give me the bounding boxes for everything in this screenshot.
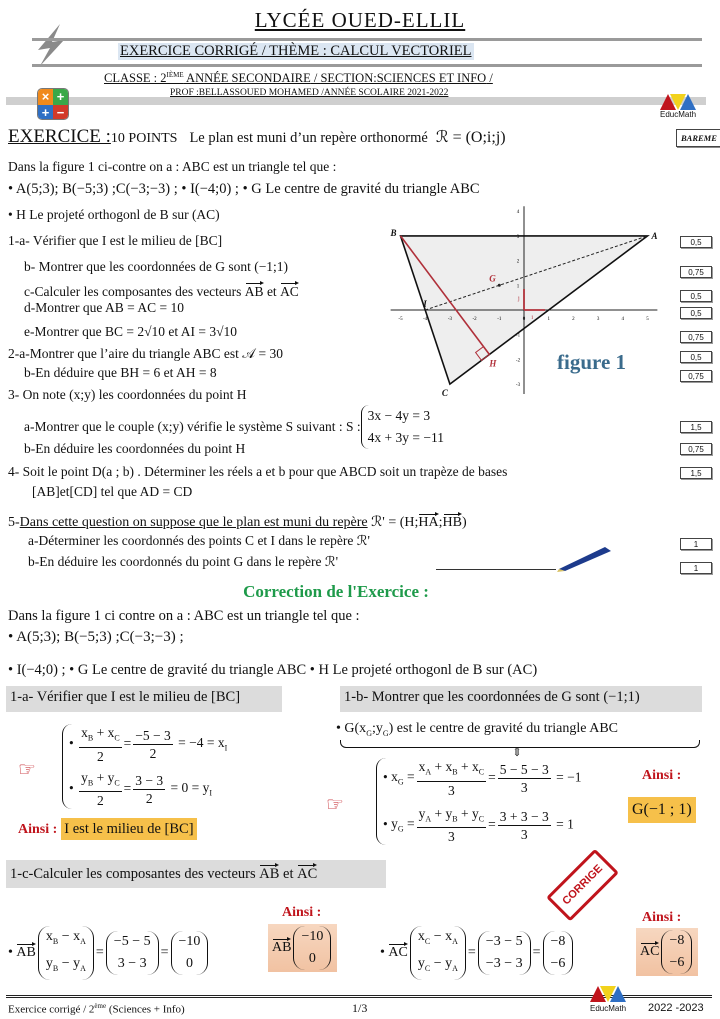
q-2a: 2-a-Montrer que l’aire du triangle ABC est 𝒜 = 30 [8, 346, 283, 361]
ac-final-values [661, 930, 692, 974]
math-ops-logo-icon: × + + − [37, 88, 69, 120]
lhs: $x_G$ = [391, 769, 415, 788]
vector-ab: AB [272, 937, 291, 956]
q-4-cont: [AB]et[CD] tel que AD = CD [32, 484, 193, 499]
educmath-logo-icon [590, 986, 630, 1002]
vector-ab: AB [259, 863, 279, 883]
num: $x_B + x_C$ [79, 724, 122, 748]
cx: $x_C - x_A$ [417, 929, 458, 946]
subtitle: EXERCICE CORRIGÉ / THÈME : CALCUL VECTORIEL [120, 43, 472, 59]
ab-values [106, 931, 159, 975]
q1c-text: 1-c-Calculer les composantes des vecteurs [10, 866, 256, 882]
frame2-end: ) [461, 515, 467, 530]
x-tick-label: 2 [572, 317, 575, 322]
et: et [263, 284, 281, 299]
y-tick-label: -1 [515, 333, 521, 339]
vector-ab: AB [16, 942, 35, 961]
bareme-box: 1,5 [680, 421, 712, 433]
x-tick-label: 0 [522, 317, 526, 322]
school-title: LYCÉE OUED-ELLIL [254, 8, 466, 32]
corr-intro: Dans la figure 1 ci contre on a : ABC est un triangle tel que : [8, 608, 360, 624]
den: 2 [149, 745, 157, 761]
educmath-brand: EducMath [660, 110, 697, 119]
ab-calc: • AB $x_B - x_A$ $y_B - y_A$ = −5 − 5 3 − 3 = −10 0 [8, 926, 210, 980]
num: 3 − 3 [135, 772, 164, 788]
calc-yg: • $y_G$ = $\frac{y_A + y_B + y_C}{3}$ = $\frac{3 + 3 - 3}{3}$ = 1 [383, 805, 574, 845]
divider [32, 64, 702, 67]
gray-band [6, 97, 706, 105]
y-tick-label: -2 [515, 358, 521, 364]
den: 3 [520, 779, 528, 795]
figure-1 [380, 200, 680, 400]
point-g [498, 284, 501, 287]
num: −5 − 3 [135, 727, 171, 743]
num: $y_A + y_B + y_C$ [417, 805, 486, 829]
q-1e: e-Montrer que BC = 2√10 et AI = 3√10 [24, 324, 238, 339]
bareme-header: BAREME [676, 129, 720, 147]
vector-ac: AC [640, 941, 659, 960]
answer-line [436, 569, 556, 570]
bareme-box: 0,75 [680, 331, 712, 343]
corrige-stamp: CORRIGE [546, 848, 619, 921]
ab-final [268, 924, 337, 972]
g-def: • $G(x_G;y_G)$ est le centre de gravité du triangle ABC [336, 721, 619, 738]
footer-brand: EducMath [590, 1004, 627, 1013]
exercise-header [8, 126, 506, 148]
q-1c-text: c-Calculer les composantes des vecteurs [24, 284, 242, 299]
q1b-title: 1-b- Montrer que les coordonnées de G sont (−1;1) [344, 689, 640, 705]
ainsi-label: Ainsi : [18, 822, 58, 837]
bareme-box: 0,75 [680, 443, 712, 455]
concl-1a [18, 820, 197, 838]
num: 3 + 3 − 3 [499, 808, 549, 824]
eq: = [123, 780, 132, 796]
vy: −3 − 3 [485, 955, 523, 971]
bareme-box: 0,75 [680, 370, 712, 382]
ry: 0 [185, 955, 193, 971]
ac-components [410, 926, 466, 980]
bareme-box: 1,5 [680, 467, 712, 479]
frame2: ℛ' = (H; [371, 515, 419, 530]
x-tick-label: -3 [447, 317, 452, 322]
cx: $x_B - x_A$ [45, 929, 86, 946]
pointing-hand-icon: ☞ [18, 759, 36, 781]
conclusion: I est le milieu de [BC] [61, 818, 196, 840]
educmath-logo-icon [660, 94, 700, 110]
et: et [279, 866, 298, 882]
x-tick-label: -4 [423, 317, 428, 322]
ry: −6 [669, 955, 685, 970]
prof-line: PROF :BELLASSOUED MOHAMED /ANNÉE SCOLAIRE 2021-2022 [170, 88, 449, 98]
eq: = [532, 945, 541, 961]
x-tick-label: 5 [646, 317, 649, 322]
x-tick-label: -1 [497, 317, 502, 322]
q-3: 3- On note (x;y) les coordonnées du point H [8, 387, 247, 402]
bareme-box: 0,5 [680, 290, 712, 302]
eq: = [123, 735, 132, 751]
footer-sup: ème [94, 1002, 107, 1010]
q-5: 5-Dans cette question on suppose que le plan est muni du repère ℛ' = (H;HA;HB) [8, 512, 467, 531]
num: $x_A + x_B + x_C$ [417, 758, 486, 782]
ac-calc: • AC $x_C - x_A$ $y_C - y_A$ = −3 − 5 −3 − 3 = −8 −6 [380, 926, 575, 980]
calc-1a [62, 724, 227, 809]
figure-caption: figure 1 [557, 350, 627, 374]
ac-result [543, 931, 574, 975]
x-tick-label: 4 [621, 317, 625, 322]
vx: −5 − 5 [113, 933, 151, 949]
q-intro: Dans la figure 1 ci-contre on a : ABC est un triangle tel que : [8, 159, 337, 174]
exercise-label: EXERCICE : [8, 126, 111, 147]
y-tick-label: 4 [516, 210, 520, 216]
eq: = [488, 769, 496, 785]
sep: / [310, 71, 321, 86]
ac-final [636, 928, 698, 976]
calc-y: • $\frac{y_B + y_C}{2}$ = $\frac{3 - 3}{2}$ = $0 = y_I$ [69, 769, 213, 809]
eq1: 3x − 4y = 3 [367, 408, 431, 423]
section: SECTION:SCIENCES ET INFO [320, 71, 487, 86]
result: = −1 [556, 769, 582, 785]
ainsi-label: Ainsi : [282, 905, 322, 920]
den: 3 [520, 826, 528, 842]
ab-final-values [293, 926, 331, 970]
class-line [104, 71, 493, 86]
q-3a-text: a-Montrer que le couple (x;y) vérifie le système S suivant : S : [24, 419, 361, 434]
footer-year: 2022 -2023 [648, 1002, 704, 1014]
label-g: G [489, 273, 496, 284]
q-3b: b-En déduire les coordonnées du point H [24, 441, 246, 456]
class-label: CLASSE : 2 [104, 71, 167, 86]
rx: −10 [178, 933, 201, 949]
corr-points-2: • I(−4;0) ; • G Le centre de gravité du triangle ABC • H Le projeté orthogonl de B sur (AC) [8, 662, 538, 678]
q-5b: b-En déduire les coordonnés du point G dans le repère ℛ' [28, 554, 339, 569]
y-tick-label: 3 [516, 234, 520, 240]
eq2: 4x + 3y = −11 [367, 430, 445, 445]
q-5-text: Dans cette question on suppose que le plan est muni du repère [19, 515, 368, 530]
calc-x: • $\frac{x_B + x_C}{2}$ = $\frac{-5 - 3}{2}$ = $-4 = x_I$ [69, 725, 228, 764]
ry: −6 [550, 955, 566, 971]
label-i: I [423, 299, 427, 309]
label-i: i [531, 315, 534, 321]
footer-text: Exercice corrigé / 2 [8, 1003, 95, 1016]
q-5a: a-Déterminer les coordonnés des points C et I dans le repère ℛ' [28, 533, 370, 548]
bareme-box: 0,5 [680, 307, 712, 319]
result: = $-4 = x_I$ [178, 735, 228, 754]
rx: −8 [550, 933, 566, 949]
rx: −10 [301, 929, 324, 944]
corr-points: • A(5;3); B(−5;3) ;C(−3;−3) ; [8, 629, 184, 645]
vector-ab: AB [245, 281, 264, 300]
class-sup: IÈME [166, 71, 184, 79]
label-j: j [518, 296, 520, 303]
vector-ha: HA [418, 512, 438, 531]
ab-components [38, 926, 94, 980]
corr-points-text: A(5;3); B(−5;3) ;C(−3;−3) ; [16, 629, 184, 645]
lhs: $y_G$ = [391, 816, 415, 834]
page-number: 1/3 [352, 1001, 368, 1015]
eq: = [467, 945, 476, 961]
q-points: • A(5;3); B(−5;3) ;C(−3;−3) ; • I(−4;0) ; • G Le centre de gravité du triangle ABC [8, 181, 480, 197]
q-1c [24, 281, 299, 300]
y-tick-label: 2 [516, 259, 520, 265]
bareme-box: 0,75 [680, 266, 712, 278]
den: 3 [448, 782, 455, 798]
footer-left [8, 1002, 185, 1016]
den: 2 [145, 790, 153, 806]
num: $y_B + y_C$ [79, 769, 122, 793]
vector-hb: HB [443, 512, 462, 531]
intro: Le plan est muni d’un repère orthonormé [189, 130, 428, 146]
vy: 3 − 3 [117, 955, 147, 971]
bareme-box: 1 [680, 562, 712, 574]
x-tick-label: 1 [547, 317, 550, 322]
system-s [361, 405, 444, 449]
y-tick-label: -3 [515, 383, 521, 389]
frame: ℛ = (O;i;j) [435, 129, 506, 146]
label-h: H [489, 358, 497, 369]
cy: $y_C - y_A$ [417, 955, 458, 973]
g-result: G(−1 ; 1) [628, 797, 696, 823]
calc-xg: • $x_G$ = $\frac{x_A + x_B + x_C}{3}$ = $\frac{5 - 5 - 3}{3}$ = −1 [383, 759, 582, 798]
eq: = [488, 816, 496, 832]
label-a: A [651, 230, 658, 241]
ainsi-label: Ainsi : [642, 768, 682, 783]
q1a-title: 1-a- Vérifier que I est le milieu de [BC] [10, 689, 241, 705]
ry: 0 [308, 951, 316, 966]
vx: −3 − 5 [485, 933, 523, 949]
sep: / [486, 71, 493, 86]
ab-result [171, 931, 209, 975]
rx: −8 [669, 933, 685, 948]
den: 3 [448, 829, 455, 845]
ainsi-label: Ainsi : [642, 910, 682, 925]
den: 2 [97, 793, 104, 809]
logo-arrow-icon [30, 20, 70, 70]
x-tick-label: -2 [472, 317, 477, 322]
ac-values [478, 931, 531, 975]
divider [32, 38, 702, 41]
vector-ac: AC [280, 281, 299, 300]
q-1a: 1-a- Vérifier que I est le milieu de [BC] [8, 233, 223, 248]
pointing-hand-icon: ☞ [326, 794, 344, 816]
num: 5 − 5 − 3 [499, 761, 549, 777]
den: 2 [97, 748, 104, 764]
q-2b: b-En déduire que BH = 6 et AH = 8 [24, 365, 217, 380]
x-tick-label: -5 [398, 317, 403, 322]
q-5-num: 5- [8, 515, 20, 530]
result: = $0 = y_I$ [170, 780, 213, 798]
q-4: 4- Soit le point D(a ; b) . Déterminer les réels a et b pour que ABCD soit un trapèze de bases [8, 464, 508, 479]
x-tick-label: 3 [596, 317, 600, 322]
q-1d: d-Montrer que AB = AC = 10 [24, 300, 184, 315]
bareme-box: 0,5 [680, 351, 712, 363]
q-1b: b- Montrer que les coordonnées de G sont (−1;1) [24, 259, 289, 274]
equiv-icon: ⇕ [512, 745, 523, 759]
y-tick-label: 1 [516, 284, 520, 290]
q-h-def: • H Le projeté orthogonl de B sur (AC) [8, 207, 220, 222]
bareme-box: 0,5 [680, 236, 712, 248]
footer-text2: (Sciences + Info) [106, 1003, 185, 1016]
label-c: C [441, 388, 448, 399]
q1c-title [10, 863, 317, 883]
vector-ac: AC [388, 942, 407, 961]
label-b: B [390, 227, 397, 238]
vector-ac: AC [297, 863, 317, 883]
exercise-points: 10 POINTS [110, 131, 178, 146]
eq: = [160, 945, 169, 961]
bareme-box: 1 [680, 538, 712, 550]
pen-icon [555, 543, 615, 573]
class-year: ANNÉE SECONDAIRE [183, 71, 311, 86]
correction-title: Correction de l'Exercice : [243, 582, 429, 601]
eq: = [95, 945, 104, 961]
calc-1b [376, 758, 581, 845]
result: = 1 [556, 816, 574, 832]
cy: $y_B - y_A$ [45, 955, 86, 973]
